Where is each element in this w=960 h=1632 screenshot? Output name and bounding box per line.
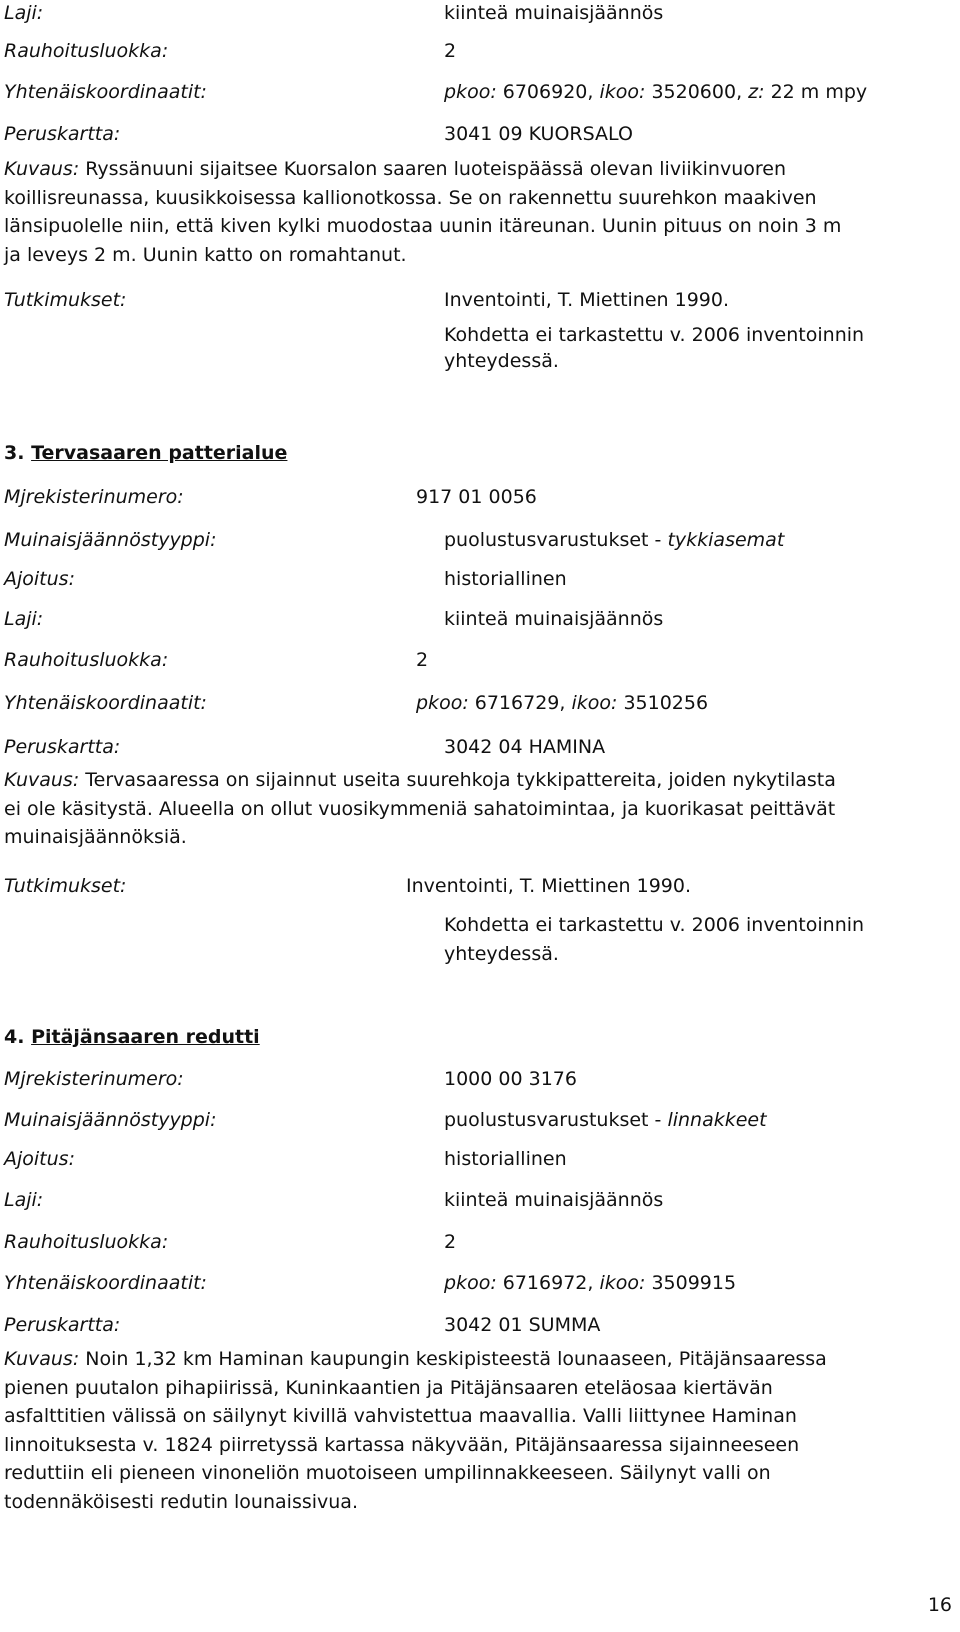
laji-label: Laji: (4, 2, 44, 24)
rauhoitusluokka-label: Rauhoitusluokka: (4, 40, 169, 62)
site3-heading: 3. Tervasaaren patterialue (4, 442, 288, 464)
site3-tutkimukset-label: Tutkimukset: (4, 875, 127, 897)
site3-coordinates-label: Yhtenäiskoordinaatit: (4, 692, 207, 714)
rauhoitusluokka-value: 2 (444, 40, 457, 62)
site4-peruskartta-label: Peruskartta: (4, 1314, 121, 1336)
site4-ajoitus-value: historiallinen (444, 1148, 567, 1170)
site3-peruskartta-value: 3042 04 HAMINA (444, 736, 606, 758)
site4-tyyppi-label: Muinaisjäännöstyyppi: (4, 1109, 217, 1131)
site3-tutkimukset-line1: Inventointi, T. Miettinen 1990. (406, 875, 691, 897)
site3-laji-label: Laji: (4, 608, 44, 630)
site4-coordinates-value: pkoo: 6716972, ikoo: 3509915 (444, 1272, 737, 1294)
site3-kuvaus-paragraph: Kuvaus: Tervasaaressa on sijainnut useita suurehkoja tykkipattereita, joiden nykytilasta ei ole käsitystä. Alueella on ollut vuosikymmeniä sahatoimintaa, ja kuorikasat peittävät muinaisjäännöksiä. (4, 769, 836, 848)
site3-mj-value: 917 01 0056 (416, 486, 537, 508)
site4-rauh-label: Rauhoitusluokka: (4, 1231, 169, 1253)
tutkimukset-line1: Inventointi, T. Miettinen 1990. (444, 289, 729, 311)
site3-coordinates-value: pkoo: 6716729, ikoo: 3510256 (416, 692, 709, 714)
tutkimukset-line2: Kohdetta ei tarkastettu v. 2006 inventoinnin (444, 324, 865, 346)
site4-mj-label: Mjrekisterinumero: (4, 1068, 184, 1090)
site3-tutkimukset-line3: yhteydessä. (444, 943, 559, 965)
tutkimukset-line3: yhteydessä. (444, 350, 559, 372)
site4-kuvaus-label: Kuvaus: (4, 1348, 80, 1370)
site3-tutkimukset-line2: Kohdetta ei tarkastettu v. 2006 inventoinnin (444, 914, 865, 936)
site4-peruskartta-value: 3042 01 SUMMA (444, 1314, 601, 1336)
site4-mj-value: 1000 00 3176 (444, 1068, 577, 1090)
site4-ajoitus-label: Ajoitus: (4, 1148, 75, 1170)
coordinates-value: pkoo: 6706920, ikoo: 3520600, z: 22 m mpy (444, 81, 868, 103)
kuvaus-label: Kuvaus: (4, 158, 80, 180)
page-number: 16 (927, 1594, 952, 1616)
tutkimukset-label: Tutkimukset: (4, 289, 127, 311)
peruskartta-label: Peruskartta: (4, 123, 121, 145)
site4-laji-label: Laji: (4, 1189, 44, 1211)
site3-tyyppi-value: puolustusvarustukset - tykkiasemat (444, 529, 785, 551)
site4-heading: 4. Pitäjänsaaren redutti (4, 1026, 260, 1048)
site3-rauh-label: Rauhoitusluokka: (4, 649, 169, 671)
site3-ajoitus-label: Ajoitus: (4, 568, 75, 590)
site3-rauh-value: 2 (416, 649, 429, 671)
site3-laji-value: kiinteä muinaisjäännös (444, 608, 664, 630)
site4-tyyppi-value: puolustusvarustukset - linnakkeet (444, 1109, 767, 1131)
coordinates-label: Yhtenäiskoordinaatit: (4, 81, 207, 103)
kuvaus-paragraph: Kuvaus: Ryssänuuni sijaitsee Kuorsalon saaren luoteispäässä olevan liviikinvuoren koillisreunassa, kuusikkoisessa kallionotkossa. Se on rakennettu suurehkon maakiven länsipuolelle niin, että kiven kylki muodostaa uunin itäreunan. Uunin pituus on noin 3 m ja leveys 2 m. Uunin katto on romahtanut. (4, 158, 842, 266)
site3-peruskartta-label: Peruskartta: (4, 736, 121, 758)
site3-kuvaus-label: Kuvaus: (4, 769, 80, 791)
site3-tyyppi-label: Muinaisjäännöstyyppi: (4, 529, 217, 551)
site3-mj-label: Mjrekisterinumero: (4, 486, 184, 508)
site4-kuvaus-paragraph: Kuvaus: Noin 1,32 km Haminan kaupungin keskipisteestä lounaaseen, Pitäjänsaaressa pienen puutalon pihapiirissä, Kuninkaantien ja Pitäjänsaaren eteläosaa kiertävän asfalttitien välissä on säilynyt kivillä vahvistettua maavallia. Valli liittynee Haminan linnoituksesta v. 1824 piirretyssä kartassa näkyvään, Pitäjänsaaressa sijainneeseen reduttiin eli pieneen vinoneliön muotoiseen umpilinnakkeeseen. Säilynyt valli on todennäköisesti redutin lounaissivua. (4, 1348, 827, 1513)
laji-value: kiinteä muinaisjäännös (444, 2, 664, 24)
peruskartta-value: 3041 09 KUORSALO (444, 123, 633, 145)
site3-ajoitus-value: historiallinen (444, 568, 567, 590)
site4-rauh-value: 2 (444, 1231, 457, 1253)
site4-laji-value: kiinteä muinaisjäännös (444, 1189, 664, 1211)
site4-coordinates-label: Yhtenäiskoordinaatit: (4, 1272, 207, 1294)
